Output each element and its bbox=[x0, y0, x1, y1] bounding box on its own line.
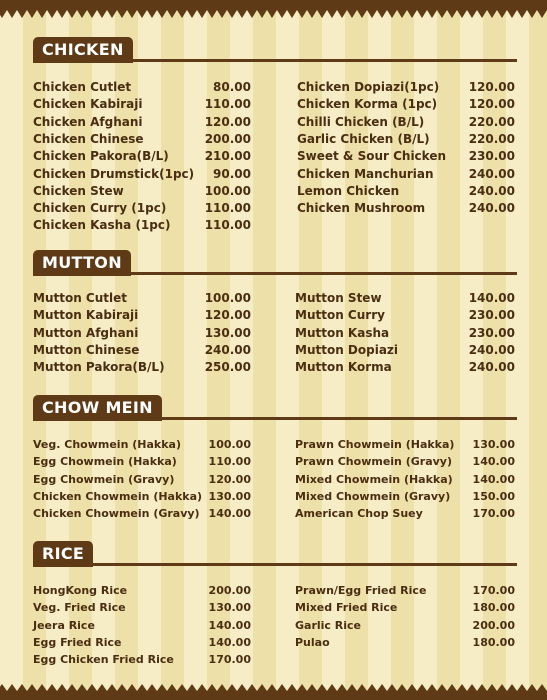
menu-item-price: 100.00 bbox=[208, 438, 251, 451]
menu-item-name: Mutton Cutlet bbox=[33, 291, 127, 305]
menu-item-price: 220.00 bbox=[468, 114, 515, 129]
menu-item-price: 220.00 bbox=[468, 131, 515, 146]
menu-item bbox=[295, 342, 515, 359]
section-divider bbox=[33, 563, 517, 566]
menu-item-name: Chicken Kabiraji bbox=[33, 97, 143, 112]
menu-item-price: 200.00 bbox=[204, 131, 251, 146]
menu-item-price: 230.00 bbox=[468, 149, 515, 164]
menu-item bbox=[297, 131, 515, 148]
menu-item bbox=[33, 599, 251, 616]
menu-item-name: Chicken Chinese bbox=[33, 131, 144, 146]
menu-item-name: Prawn Chowmein (Gravy) bbox=[295, 455, 452, 469]
menu-item-price: 200.00 bbox=[472, 618, 515, 632]
menu-item-name: Chicken Drumstick(1pc) bbox=[33, 166, 195, 181]
menu-item-name: Prawn Chowmein (Hakka) bbox=[295, 438, 455, 451]
section-divider bbox=[33, 59, 517, 62]
menu-item bbox=[33, 582, 251, 599]
menu-item-name: Chicken Manchurian bbox=[297, 166, 434, 181]
menu-item-name: Mixed Chowmein (Gravy) bbox=[295, 489, 451, 503]
menu-item-name: Mutton Stew bbox=[295, 291, 382, 305]
menu-item-name: Chicken Afghani bbox=[33, 114, 143, 129]
menu-item bbox=[33, 200, 251, 217]
menu-item bbox=[33, 651, 251, 668]
menu-item-price: 100.00 bbox=[204, 183, 251, 198]
menu-item-name: Chicken Mushroom bbox=[297, 201, 426, 216]
menu-item bbox=[33, 183, 251, 200]
bottom-zigzag-border bbox=[0, 684, 547, 700]
menu-item-price: 140.00 bbox=[208, 507, 251, 521]
menu-item-name: Chicken Cutlet bbox=[33, 80, 132, 94]
menu-item-price: 110.00 bbox=[208, 455, 251, 469]
menu-item-price: 120.00 bbox=[468, 97, 515, 112]
menu-item bbox=[297, 114, 515, 131]
menu-item bbox=[295, 290, 515, 307]
menu-item bbox=[295, 488, 515, 505]
menu-item-price: 230.00 bbox=[468, 325, 515, 340]
menu-item-name: Chilli Chicken (B/L) bbox=[297, 114, 425, 129]
menu-item bbox=[295, 307, 515, 324]
menu-item-price: 130.00 bbox=[472, 438, 515, 451]
menu-item-name: Egg Chowmein (Hakka) bbox=[33, 455, 177, 469]
menu-item bbox=[295, 453, 515, 470]
menu-item bbox=[33, 617, 251, 634]
menu-item bbox=[295, 634, 515, 651]
menu-item bbox=[297, 166, 515, 183]
menu-item-name: Mutton Pakora(B/L) bbox=[33, 360, 165, 375]
menu-item bbox=[295, 471, 515, 488]
menu-item-name: Chicken Pakora(B/L) bbox=[33, 149, 169, 164]
menu-item bbox=[33, 436, 251, 453]
menu-item-name: Chicken Stew bbox=[33, 183, 124, 198]
menu-item-name: Lemon Chicken bbox=[297, 183, 400, 198]
menu-item-price: 240.00 bbox=[468, 360, 515, 375]
menu-item-name: Mutton Chinese bbox=[33, 342, 140, 357]
menu-item bbox=[33, 79, 251, 96]
menu-item-name: Mixed Fried Rice bbox=[295, 601, 398, 615]
menu-item bbox=[295, 325, 515, 342]
menu-item-name: Chicken Chowmein (Hakka) bbox=[33, 489, 203, 503]
menu-item bbox=[33, 96, 251, 113]
menu-item-name: Chicken Curry (1pc) bbox=[33, 201, 167, 216]
section-divider bbox=[33, 272, 517, 275]
menu-item bbox=[33, 290, 251, 307]
menu-item-price: 250.00 bbox=[204, 360, 251, 375]
menu-item-name: Chicken Korma (1pc) bbox=[297, 97, 438, 112]
menu-item bbox=[297, 96, 515, 113]
menu-item bbox=[297, 183, 515, 200]
menu-item-price: 110.00 bbox=[204, 218, 251, 233]
menu-item-price: 200.00 bbox=[208, 584, 251, 597]
menu-item-price: 210.00 bbox=[204, 149, 251, 164]
menu-item-name: Veg. Fried Rice bbox=[33, 601, 126, 615]
menu-item bbox=[295, 436, 515, 453]
menu-item bbox=[33, 325, 251, 342]
menu-item-price: 180.00 bbox=[472, 635, 515, 649]
menu-item-price: 130.00 bbox=[204, 325, 251, 340]
menu-item bbox=[33, 166, 251, 183]
menu-item-name: Chicken Chowmein (Gravy) bbox=[33, 507, 200, 521]
menu-item-name: Prawn/Egg Fried Rice bbox=[295, 584, 427, 597]
menu-item-name: Pulao bbox=[295, 635, 330, 649]
menu-item-price: 80.00 bbox=[213, 80, 251, 94]
menu-item-name: Egg Fried Rice bbox=[33, 635, 122, 649]
menu-item bbox=[33, 217, 251, 234]
menu-item bbox=[295, 582, 515, 599]
menu-item-name: Mutton Afghani bbox=[33, 325, 139, 340]
menu-item-name: Veg. Chowmein (Hakka) bbox=[33, 438, 181, 451]
menu-item-price: 240.00 bbox=[468, 183, 515, 198]
menu-item bbox=[295, 505, 515, 522]
menu-item-name: Egg Chowmein (Gravy) bbox=[33, 472, 175, 486]
section-title: CHOW MEIN bbox=[33, 395, 162, 421]
menu-item-price: 100.00 bbox=[204, 291, 251, 305]
menu-item bbox=[33, 114, 251, 131]
menu-item-price: 240.00 bbox=[468, 201, 515, 216]
menu-item-price: 140.00 bbox=[208, 635, 251, 649]
menu-item-name: Mixed Chowmein (Hakka) bbox=[295, 472, 453, 486]
menu-item bbox=[295, 599, 515, 616]
menu-item bbox=[33, 148, 251, 165]
menu-item-price: 240.00 bbox=[468, 166, 515, 181]
menu-item bbox=[33, 342, 251, 359]
menu-item bbox=[295, 617, 515, 634]
menu-item-price: 140.00 bbox=[468, 291, 515, 305]
menu-item-price: 140.00 bbox=[472, 455, 515, 469]
menu-item-name: Garlic Chicken (B/L) bbox=[297, 131, 430, 146]
menu-item bbox=[33, 307, 251, 324]
menu-item bbox=[33, 453, 251, 470]
section-heading bbox=[33, 395, 517, 423]
menu-item-price: 120.00 bbox=[204, 308, 251, 323]
menu-item-name: Garlic Rice bbox=[295, 618, 361, 632]
menu-item-price: 240.00 bbox=[468, 342, 515, 357]
menu-item bbox=[297, 79, 515, 96]
menu-item-name: Jeera Rice bbox=[33, 618, 95, 632]
menu-item-price: 170.00 bbox=[472, 584, 515, 597]
menu-item-name: Mutton Dopiazi bbox=[295, 342, 399, 357]
menu-item-price: 170.00 bbox=[472, 507, 515, 521]
menu-item-price: 180.00 bbox=[472, 601, 515, 615]
menu-item-name: Sweet & Sour Chicken bbox=[297, 149, 447, 164]
menu-item-price: 140.00 bbox=[208, 618, 251, 632]
menu-item-price: 110.00 bbox=[204, 201, 251, 216]
menu-item bbox=[33, 505, 251, 522]
menu-item-name: Chicken Dopiazi(1pc) bbox=[297, 80, 440, 94]
menu-item bbox=[33, 359, 251, 376]
section-title: RICE bbox=[33, 541, 93, 567]
menu-item-price: 130.00 bbox=[208, 489, 251, 503]
menu-item-price: 150.00 bbox=[472, 489, 515, 503]
menu-item-price: 120.00 bbox=[208, 472, 251, 486]
menu-item-name: Mutton Korma bbox=[295, 360, 392, 375]
menu-item-name: Mutton Kasha bbox=[295, 325, 390, 340]
menu-item-price: 170.00 bbox=[208, 653, 251, 667]
menu-item-price: 240.00 bbox=[204, 342, 251, 357]
menu-item-name: American Chop Suey bbox=[295, 507, 423, 521]
menu-item-price: 120.00 bbox=[204, 114, 251, 129]
section-title: MUTTON bbox=[33, 250, 131, 276]
section-divider bbox=[33, 417, 517, 420]
menu-item-price: 120.00 bbox=[468, 80, 515, 94]
menu-item-name: Egg Chicken Fried Rice bbox=[33, 653, 174, 667]
section-title: CHICKEN bbox=[33, 37, 133, 63]
menu-item-price: 110.00 bbox=[204, 97, 251, 112]
menu-item-name: Chicken Kasha (1pc) bbox=[33, 218, 171, 233]
menu-item bbox=[297, 200, 515, 217]
menu-item bbox=[33, 634, 251, 651]
menu-item-name: HongKong Rice bbox=[33, 584, 128, 597]
top-zigzag-border bbox=[0, 0, 547, 18]
menu-item bbox=[33, 488, 251, 505]
section-heading bbox=[33, 250, 517, 278]
section-heading bbox=[33, 37, 517, 65]
menu-item-name: Mutton Curry bbox=[295, 308, 385, 323]
section-heading bbox=[33, 541, 517, 569]
menu-item-price: 140.00 bbox=[472, 472, 515, 486]
menu-item bbox=[297, 148, 515, 165]
menu-item bbox=[33, 471, 251, 488]
menu-item-name: Mutton Kabiraji bbox=[33, 308, 139, 323]
menu-item-price: 130.00 bbox=[208, 601, 251, 615]
menu-item bbox=[33, 131, 251, 148]
menu-item-price: 230.00 bbox=[468, 308, 515, 323]
menu-item bbox=[295, 359, 515, 376]
menu-item-price: 90.00 bbox=[213, 166, 251, 181]
